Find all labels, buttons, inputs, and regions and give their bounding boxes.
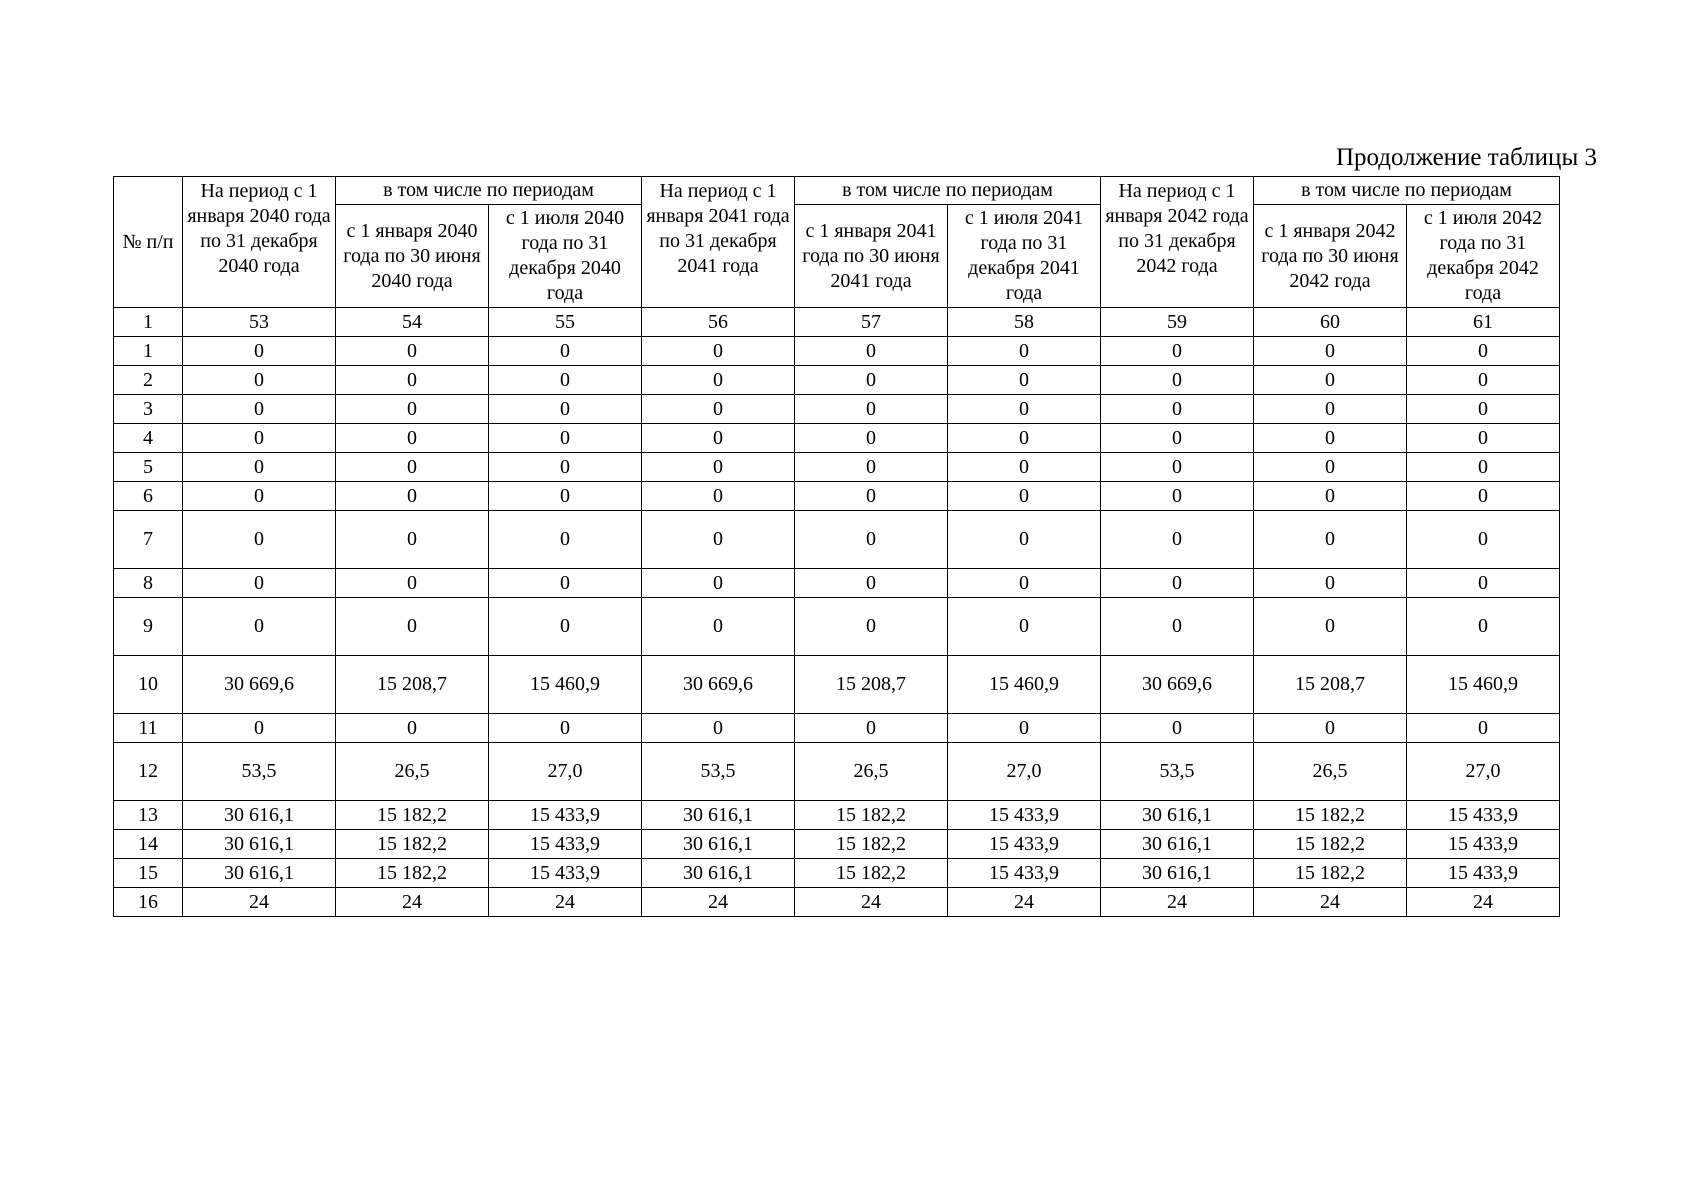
- table-cell: 15 182,2: [795, 859, 948, 888]
- table-row: [114, 337, 1560, 366]
- table-cell: 0: [795, 453, 948, 482]
- table-cell: 0: [183, 395, 336, 424]
- table-cell: 0: [642, 424, 795, 453]
- table-cell: 24: [489, 888, 642, 917]
- table-cell: 0: [1101, 453, 1254, 482]
- table-cell: 0: [1254, 569, 1407, 598]
- table-row: [114, 598, 1560, 656]
- table-cell: 15 433,9: [948, 801, 1101, 830]
- table-cell: 15 182,2: [1254, 859, 1407, 888]
- column-number: 58: [948, 308, 1101, 337]
- header-group-2040: в том числе по периодам: [336, 177, 642, 205]
- column-number: 60: [1254, 308, 1407, 337]
- table-cell: 0: [1101, 482, 1254, 511]
- table-cell: 30 669,6: [1101, 656, 1254, 714]
- table-cell: 0: [489, 337, 642, 366]
- table-cell: 0: [642, 337, 795, 366]
- table-cell: 0: [336, 482, 489, 511]
- header-h2-2042: с 1 июля 2042 года по 31 декабря 2042 года: [1407, 205, 1560, 308]
- table-cell: 15 208,7: [795, 656, 948, 714]
- header-h2-2041: с 1 июля 2041 года по 31 декабря 2041 года: [948, 205, 1101, 308]
- table-cell: 24: [1407, 888, 1560, 917]
- table-cell: 0: [183, 424, 336, 453]
- table-row: [114, 424, 1560, 453]
- table-cell: 30 616,1: [1101, 801, 1254, 830]
- table-cell: 15 182,2: [1254, 830, 1407, 859]
- table-cell: 15 208,7: [336, 656, 489, 714]
- table-cell: 15 182,2: [336, 859, 489, 888]
- table-cell: 0: [183, 598, 336, 656]
- table-cell: 0: [1407, 714, 1560, 743]
- table-cell: 0: [489, 366, 642, 395]
- table-cell: 0: [948, 453, 1101, 482]
- table-cell: 0: [1101, 511, 1254, 569]
- table-row: [114, 511, 1560, 569]
- column-number: 1: [114, 308, 183, 337]
- table-row: [114, 714, 1560, 743]
- table-cell: 30 616,1: [642, 801, 795, 830]
- table-header: [114, 177, 1560, 337]
- table-cell: 0: [1254, 714, 1407, 743]
- table-cell: 0: [948, 569, 1101, 598]
- table-cell: 0: [1101, 366, 1254, 395]
- table-cell: 0: [642, 453, 795, 482]
- table-cell: 0: [336, 598, 489, 656]
- table-cell: 0: [183, 337, 336, 366]
- table-cell: 15 460,9: [948, 656, 1101, 714]
- column-number-row: [114, 308, 1560, 337]
- table-cell: 0: [795, 366, 948, 395]
- table-cell: 0: [489, 569, 642, 598]
- table-row: [114, 656, 1560, 714]
- header-group-2042: в том числе по периодам: [1254, 177, 1560, 205]
- table-cell: 0: [1407, 366, 1560, 395]
- table-cell: 27,0: [489, 743, 642, 801]
- table-row: [114, 830, 1560, 859]
- table-cell: 0: [489, 714, 642, 743]
- row-number: 1: [114, 337, 183, 366]
- table-cell: 0: [489, 395, 642, 424]
- table-cell: 0: [642, 395, 795, 424]
- table-cell: 0: [336, 714, 489, 743]
- header-h2-2040: с 1 июля 2040 года по 31 декабря 2040 года: [489, 205, 642, 308]
- table-cell: 30 616,1: [183, 859, 336, 888]
- table-row: [114, 801, 1560, 830]
- column-number: 55: [489, 308, 642, 337]
- table-row: [114, 888, 1560, 917]
- row-number: 2: [114, 366, 183, 395]
- table-cell: 15 460,9: [489, 656, 642, 714]
- table-cell: 15 433,9: [489, 859, 642, 888]
- table-cell: 24: [1101, 888, 1254, 917]
- table-cell: 15 433,9: [948, 859, 1101, 888]
- header-row-group: [114, 177, 1560, 205]
- row-number: 9: [114, 598, 183, 656]
- table-cell: 0: [1254, 482, 1407, 511]
- table-cell: 0: [1407, 395, 1560, 424]
- header-no: № п/п: [114, 177, 183, 308]
- table-cell: 15 182,2: [336, 830, 489, 859]
- table-cell: 15 433,9: [1407, 859, 1560, 888]
- row-number: 7: [114, 511, 183, 569]
- table-cell: 0: [642, 569, 795, 598]
- row-number: 5: [114, 453, 183, 482]
- table-cell: 15 433,9: [489, 801, 642, 830]
- row-number: 4: [114, 424, 183, 453]
- table-cell: 0: [336, 511, 489, 569]
- table-cell: 0: [1407, 453, 1560, 482]
- table-cell: 27,0: [1407, 743, 1560, 801]
- table-cell: 0: [1101, 569, 1254, 598]
- table-cell: 15 208,7: [1254, 656, 1407, 714]
- table-cell: 0: [1407, 569, 1560, 598]
- table-cell: 30 669,6: [183, 656, 336, 714]
- table-cell: 0: [948, 395, 1101, 424]
- table-cell: 0: [183, 366, 336, 395]
- table-cell: 24: [183, 888, 336, 917]
- table-cell: 0: [1101, 424, 1254, 453]
- table-cell: 0: [642, 482, 795, 511]
- column-number: 53: [183, 308, 336, 337]
- table-cell: 0: [795, 511, 948, 569]
- table-cell: 0: [1407, 482, 1560, 511]
- table-cell: 0: [336, 453, 489, 482]
- table-cell: 0: [795, 337, 948, 366]
- table-cell: 0: [183, 453, 336, 482]
- table-row: [114, 395, 1560, 424]
- table-cell: 0: [1254, 366, 1407, 395]
- row-number: 15: [114, 859, 183, 888]
- table-cell: 0: [336, 337, 489, 366]
- table-cell: 0: [336, 395, 489, 424]
- table-cell: 53,5: [1101, 743, 1254, 801]
- header-h1-2041: с 1 января 2041 года по 30 июня 2041 года: [795, 205, 948, 308]
- header-total-2041: На период с 1 января 2041 года по 31 декабря 2041 года: [642, 177, 795, 308]
- table-cell: 15 433,9: [948, 830, 1101, 859]
- table-cell: 30 616,1: [1101, 830, 1254, 859]
- table-row: [114, 453, 1560, 482]
- table-cell: 53,5: [642, 743, 795, 801]
- table-cell: 0: [1101, 395, 1254, 424]
- table-cell: 30 669,6: [642, 656, 795, 714]
- table-cell: 0: [795, 482, 948, 511]
- table-cell: 0: [795, 714, 948, 743]
- table-cell: 0: [1407, 337, 1560, 366]
- table-cell: 0: [1407, 598, 1560, 656]
- column-number: 54: [336, 308, 489, 337]
- table-cell: 0: [489, 511, 642, 569]
- table-cell: 15 433,9: [1407, 801, 1560, 830]
- header-h1-2042: с 1 января 2042 года по 30 июня 2042 года: [1254, 205, 1407, 308]
- table-cell: 0: [948, 511, 1101, 569]
- table-cell: 30 616,1: [642, 859, 795, 888]
- table-cell: 0: [795, 424, 948, 453]
- table-cell: 0: [795, 395, 948, 424]
- table-row: [114, 743, 1560, 801]
- data-table: [113, 176, 1560, 917]
- table-cell: 27,0: [948, 743, 1101, 801]
- table-cell: 0: [1254, 395, 1407, 424]
- table-cell: 15 433,9: [489, 830, 642, 859]
- table-cell: 0: [489, 453, 642, 482]
- row-number: 10: [114, 656, 183, 714]
- table-cell: 0: [336, 569, 489, 598]
- table-cell: 0: [1254, 598, 1407, 656]
- table-cell: 0: [1254, 337, 1407, 366]
- table-cell: 26,5: [336, 743, 489, 801]
- table-cell: 0: [642, 598, 795, 656]
- table-cell: 0: [948, 337, 1101, 366]
- header-total-2042: На период с 1 января 2042 года по 31 декабря 2042 года: [1101, 177, 1254, 308]
- table-cell: 15 182,2: [795, 801, 948, 830]
- table-cell: 0: [795, 598, 948, 656]
- table-cell: 0: [948, 366, 1101, 395]
- row-number: 11: [114, 714, 183, 743]
- table-cell: 0: [948, 714, 1101, 743]
- table-cell: 0: [183, 714, 336, 743]
- table-cell: 24: [1254, 888, 1407, 917]
- table-cell: 26,5: [795, 743, 948, 801]
- header-total-2040: На период с 1 января 2040 года по 31 декабря 2040 года: [183, 177, 336, 308]
- header-h1-2040: с 1 января 2040 года по 30 июня 2040 года: [336, 205, 489, 308]
- table-cell: 0: [948, 598, 1101, 656]
- row-number: 3: [114, 395, 183, 424]
- table-body: [114, 337, 1560, 917]
- table-cell: 30 616,1: [183, 830, 336, 859]
- table-cell: 0: [948, 424, 1101, 453]
- table-cell: 0: [1407, 424, 1560, 453]
- table-row: [114, 569, 1560, 598]
- table-cell: 24: [336, 888, 489, 917]
- column-number: 57: [795, 308, 948, 337]
- table-cell: 0: [336, 366, 489, 395]
- table-cell: 26,5: [1254, 743, 1407, 801]
- column-number: 56: [642, 308, 795, 337]
- table-cell: 30 616,1: [1101, 859, 1254, 888]
- table-cell: 0: [183, 511, 336, 569]
- row-number: 12: [114, 743, 183, 801]
- table-row: [114, 366, 1560, 395]
- table-cell: 30 616,1: [642, 830, 795, 859]
- column-number: 61: [1407, 308, 1560, 337]
- header-group-2041: в том числе по периодам: [795, 177, 1101, 205]
- row-number: 16: [114, 888, 183, 917]
- table-cell: 0: [795, 569, 948, 598]
- table-row: [114, 859, 1560, 888]
- table-caption: Продолжение таблицы 3: [1335, 144, 1597, 171]
- table-cell: 0: [183, 482, 336, 511]
- table-cell: 0: [1101, 337, 1254, 366]
- table-cell: 0: [1254, 453, 1407, 482]
- table-cell: 15 433,9: [1407, 830, 1560, 859]
- row-number: 6: [114, 482, 183, 511]
- table-cell: 0: [642, 366, 795, 395]
- table-cell: 24: [795, 888, 948, 917]
- table-cell: 0: [1101, 714, 1254, 743]
- table-cell: 0: [1407, 511, 1560, 569]
- table-cell: 0: [1254, 424, 1407, 453]
- row-number: 14: [114, 830, 183, 859]
- table-cell: 0: [183, 569, 336, 598]
- table-cell: 0: [948, 482, 1101, 511]
- table-cell: 30 616,1: [183, 801, 336, 830]
- table-row: [114, 482, 1560, 511]
- table-cell: 24: [642, 888, 795, 917]
- row-number: 13: [114, 801, 183, 830]
- table-cell: 15 182,2: [336, 801, 489, 830]
- table-cell: 53,5: [183, 743, 336, 801]
- table-cell: 0: [489, 482, 642, 511]
- column-number: 59: [1101, 308, 1254, 337]
- table-cell: 0: [642, 511, 795, 569]
- row-number: 8: [114, 569, 183, 598]
- table-cell: 0: [336, 424, 489, 453]
- table-cell: 0: [489, 424, 642, 453]
- table-cell: 0: [1101, 598, 1254, 656]
- table-cell: 0: [1254, 511, 1407, 569]
- table-cell: 15 182,2: [1254, 801, 1407, 830]
- table-cell: 0: [642, 714, 795, 743]
- table-cell: 0: [489, 598, 642, 656]
- table-cell: 15 460,9: [1407, 656, 1560, 714]
- table-cell: 24: [948, 888, 1101, 917]
- table-cell: 15 182,2: [795, 830, 948, 859]
